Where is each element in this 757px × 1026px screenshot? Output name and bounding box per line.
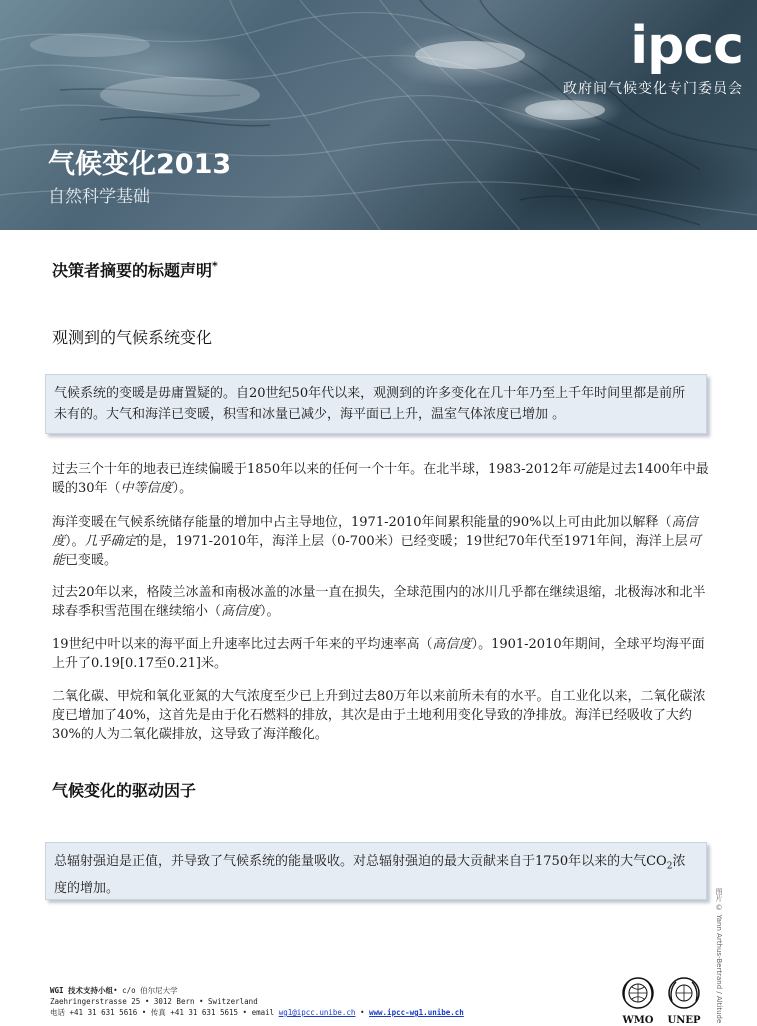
section-heading-drivers: 气候变化的驱动因子	[52, 781, 197, 800]
unep-emblem-icon	[667, 976, 701, 1010]
footer-line-1	[50, 985, 464, 996]
text: 过去三个十年的地表已连续偏暖于1850年以来的任何一个十年。在北半球，1983-2012年	[52, 462, 572, 477]
paragraph-ocean-warming	[52, 513, 712, 570]
footer-address: Zaehringerstrasse 25 • 3012 Bern • Switzerland	[50, 997, 258, 1006]
drivers-statement-text: 总辐射强迫是正值，并导致了气候系统的能量吸收。对总辐射强迫的最大贡献来自于1750年以来的大气CO	[54, 854, 667, 869]
report-title: 气候变化2013	[48, 149, 232, 180]
text: 是过去1400年中最暖的30年（	[52, 462, 709, 496]
confidence-term: 可能	[52, 534, 701, 568]
drivers-statement-box	[45, 842, 707, 900]
confidence-term: 可能	[571, 462, 598, 477]
page-title-text: 决策者摘要的标题声明	[52, 261, 213, 280]
wmo-emblem-icon	[621, 976, 655, 1010]
page-title	[52, 258, 218, 281]
text: ）。	[65, 534, 85, 549]
cover-banner	[0, 0, 757, 230]
wmo-logo	[618, 976, 658, 1026]
report-subtitle: 自然科学基础	[48, 187, 150, 207]
footer-org: WGI 技术支持小组	[50, 986, 114, 995]
text: 的是，1971-2010年，海洋上层（0-700米）已经变暖；19世纪70年代至1971年间，海洋上层	[136, 534, 688, 549]
footer-line-3	[50, 1007, 464, 1018]
footer-org-rest: • c/o 伯尔尼大学	[113, 986, 178, 995]
footnote-mark: *	[212, 259, 218, 273]
confidence-term: 高信度	[221, 604, 261, 619]
footer-contact	[50, 985, 464, 1018]
text: 海洋变暖在气候系统储存能量的增加中占主导地位，1971-2010年间累积能量的90%以上可由此加以解释（	[52, 515, 672, 530]
confidence-term: 高信度	[432, 637, 472, 652]
text: 19世纪中叶以来的海平面上升速率比过去两千年来的平均速率高（	[52, 637, 433, 652]
text: 二氧化碳、甲烷和氧化亚氮的大气浓度至少已上升到过去80万年以来前所未有的水平。自工业化以来，二氧化碳浓度已增加了40%，这首先是由于化石燃料的排放，其次是由于土地利用变化导致的净排放。海洋已经吸收了大约30%的人为二氧化碳排放，这导致了海洋酸化。	[52, 689, 706, 742]
co2-subscript: 2	[666, 861, 673, 872]
footer-separator: •	[355, 1008, 369, 1017]
paragraph-ghg-concentration	[52, 687, 712, 744]
unep-logo	[662, 976, 706, 1026]
text: ）。1901-2010年期间，全球平均海平面上升了0.19[0.17至0.21]米。	[52, 637, 705, 671]
footer-phone-fax: 电话 +41 31 631 5616 • 传真 +41 31 631 5615 • email	[50, 1008, 279, 1017]
text: ）。	[172, 481, 193, 496]
key-statement-box	[45, 374, 707, 434]
website-link[interactable]: www.ipcc-wg1.unibe.ch	[369, 1008, 464, 1017]
key-statement-text: 气候系统的变暖是毋庸置疑的。自20世纪50年代以来，观测到的许多变化在几十年乃至上千年时间里都是前所未有的。大气和海洋已变暖，积雪和冰量已减少，海平面已上升，温室气体浓度已增加 。	[54, 386, 686, 422]
text: ）。	[260, 604, 280, 619]
confidence-term: 中等信度	[120, 481, 173, 496]
ipcc-logo: ipcc	[630, 16, 743, 76]
unep-label: UNEP	[667, 1015, 701, 1026]
confidence-term: 几乎确定	[84, 534, 137, 549]
drivers-statement-text-end: 浓度的增加。	[54, 854, 686, 896]
org-name: 政府间气候变化专门委员会	[563, 81, 743, 97]
wmo-label: WMO	[622, 1015, 654, 1026]
paragraph-ice-loss	[52, 583, 712, 621]
text: 过去20年以来，格陵兰冰盖和南极冰盖的冰量一直在损失，全球范围内的冰川几乎都在继续退缩，北极海冰和北半球春季积雪范围在继续缩小（	[52, 585, 706, 619]
paragraph-surface-warming	[52, 460, 712, 498]
email-link[interactable]: wg1@ipcc.unibe.ch	[278, 1008, 356, 1017]
photo-credit: 图片 © Yann Arthus-Bertrand / Altitude	[715, 888, 723, 1024]
text: 已变暖。	[65, 553, 118, 568]
paragraph-sea-level	[52, 635, 712, 673]
section-heading-observed: 观测到的气候系统变化	[52, 328, 213, 347]
confidence-term: 高信度	[52, 515, 698, 549]
